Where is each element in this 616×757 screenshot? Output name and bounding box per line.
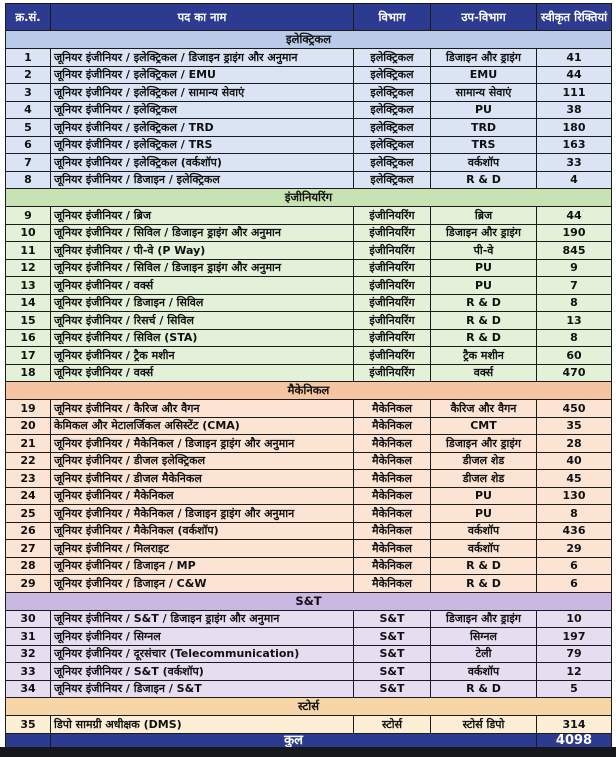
- row-sub-department: पी-वे: [431, 242, 537, 260]
- row-post-name: जूनियर इंजीनियर / इलेक्ट्रिकल: [51, 101, 354, 119]
- row-sub-department: वर्कशॉप: [431, 154, 537, 172]
- row-vacancies: 12: [537, 663, 612, 681]
- row-department: मैकेनिकल: [354, 400, 431, 418]
- row-serial: 35: [6, 716, 51, 734]
- row-vacancies: 8: [537, 505, 612, 523]
- row-sub-department: ट्रैक मशीन: [431, 347, 537, 365]
- row-vacancies: 40: [537, 452, 612, 470]
- table-row: [6, 136, 612, 154]
- row-department: मैकेनिकल: [354, 522, 431, 540]
- row-serial: 4: [6, 101, 51, 119]
- row-department: इंजीनियरिंग: [354, 364, 431, 382]
- row-department: मैकेनिकल: [354, 452, 431, 470]
- row-sub-department: R & D: [431, 294, 537, 312]
- row-serial: 26: [6, 522, 51, 540]
- vacancy-table: [5, 3, 612, 749]
- table-row: [6, 487, 612, 505]
- row-post-name: जूनियर इंजीनियर / कैरिज और वैगन: [51, 400, 354, 418]
- table-row: [6, 628, 612, 646]
- header-serial: क्र.सं.: [6, 4, 51, 31]
- row-vacancies: 10: [537, 610, 612, 628]
- row-department: S&T: [354, 645, 431, 663]
- row-sub-department: CMT: [431, 417, 537, 435]
- table-row: [6, 347, 612, 365]
- row-sub-department: TRS: [431, 136, 537, 154]
- table-row: [6, 663, 612, 681]
- header-department: विभाग: [354, 4, 431, 31]
- row-serial: 12: [6, 259, 51, 277]
- row-sub-department: R & D: [431, 329, 537, 347]
- row-post-name: जूनियर इंजीनियर / S&T (वर्कशॉप): [51, 663, 354, 681]
- row-department: मैकेनिकल: [354, 435, 431, 453]
- row-vacancies: 44: [537, 66, 612, 84]
- row-vacancies: 7: [537, 277, 612, 295]
- table-row: [6, 645, 612, 663]
- row-sub-department: PU: [431, 505, 537, 523]
- row-sub-department: PU: [431, 259, 537, 277]
- row-sub-department: डीजल शेड: [431, 470, 537, 488]
- table-row: [6, 294, 612, 312]
- row-post-name: जूनियर इंजीनियर / इलेक्ट्रिकल / TRD: [51, 119, 354, 137]
- row-sub-department: R & D: [431, 312, 537, 330]
- row-post-name: जूनियर इंजीनियर / S&T / डिजाइन ड्राइंग और अनुमान: [51, 610, 354, 628]
- row-department: स्टोर्स: [354, 716, 431, 734]
- row-serial: 25: [6, 505, 51, 523]
- row-serial: 23: [6, 470, 51, 488]
- section-title: स्टोर्स: [6, 698, 612, 716]
- row-department: इंजीनियरिंग: [354, 277, 431, 295]
- row-post-name: जूनियर इंजीनियर / रिसर्च / सिविल: [51, 312, 354, 330]
- row-sub-department: EMU: [431, 66, 537, 84]
- section-title: S&T: [6, 592, 612, 610]
- row-department: S&T: [354, 628, 431, 646]
- row-serial: 2: [6, 66, 51, 84]
- row-vacancies: 180: [537, 119, 612, 137]
- row-post-name: जूनियर इंजीनियर / मिलराइट: [51, 540, 354, 558]
- row-sub-department: टेली: [431, 645, 537, 663]
- row-sub-department: कैरिज और वैगन: [431, 400, 537, 418]
- row-department: इंजीनियरिंग: [354, 312, 431, 330]
- table-row: [6, 49, 612, 67]
- table-row: [6, 101, 612, 119]
- row-serial: 13: [6, 277, 51, 295]
- row-sub-department: R & D: [431, 557, 537, 575]
- row-serial: 18: [6, 364, 51, 382]
- row-post-name: जूनियर इंजीनियर / ट्रैक मशीन: [51, 347, 354, 365]
- row-department: इलेक्ट्रिकल: [354, 49, 431, 67]
- row-post-name: जूनियर इंजीनियर / डीजल मैकेनिकल: [51, 470, 354, 488]
- row-serial: 14: [6, 294, 51, 312]
- table-row: [6, 224, 612, 242]
- table-row: [6, 119, 612, 137]
- row-sub-department: डीजल शेड: [431, 452, 537, 470]
- row-sub-department: PU: [431, 277, 537, 295]
- row-vacancies: 197: [537, 628, 612, 646]
- row-serial: 20: [6, 417, 51, 435]
- row-sub-department: स्टोर्स डिपो: [431, 716, 537, 734]
- row-serial: 8: [6, 171, 51, 189]
- header-row: [6, 4, 612, 31]
- row-department: मैकेनिकल: [354, 470, 431, 488]
- row-vacancies: 29: [537, 540, 612, 558]
- row-sub-department: वर्क्स: [431, 364, 537, 382]
- row-vacancies: 33: [537, 154, 612, 172]
- row-post-name: जूनियर इंजीनियर / वर्क्स: [51, 364, 354, 382]
- row-sub-department: सामान्य सेवाएं: [431, 84, 537, 102]
- table-row: [6, 84, 612, 102]
- row-post-name: जूनियर इंजीनियर / इलेक्ट्रिकल (वर्कशॉप): [51, 154, 354, 172]
- row-post-name: जूनियर इंजीनियर / डिजाइन / C&W: [51, 575, 354, 593]
- row-department: इंजीनियरिंग: [354, 329, 431, 347]
- row-vacancies: 845: [537, 242, 612, 260]
- table-row: [6, 207, 612, 225]
- table-row: [6, 716, 612, 734]
- row-vacancies: 163: [537, 136, 612, 154]
- row-post-name: जूनियर इंजीनियर / डिजाइन / S&T: [51, 680, 354, 698]
- row-post-name: जूनियर इंजीनियर / ब्रिज: [51, 207, 354, 225]
- row-vacancies: 45: [537, 470, 612, 488]
- table-row: [6, 66, 612, 84]
- row-post-name: जूनियर इंजीनियर / मैकेनिकल (वर्कशॉप): [51, 522, 354, 540]
- row-department: इलेक्ट्रिकल: [354, 136, 431, 154]
- bottom-bar: [0, 747, 616, 757]
- row-post-name: जूनियर इंजीनियर / वर्क्स: [51, 277, 354, 295]
- row-sub-department: डिजाइन और ड्राइंग: [431, 435, 537, 453]
- row-post-name: जूनियर इंजीनियर / मैकेनिकल / डिजाइन ड्राइंग और अनुमान: [51, 435, 354, 453]
- header-sanctioned-vacancies: स्वीकृत रिक्तियां: [537, 4, 612, 31]
- row-sub-department: वर्कशॉप: [431, 540, 537, 558]
- row-post-name: जूनियर इंजीनियर / इलेक्ट्रिकल / डिजाइन ड्राइंग और अनुमान: [51, 49, 354, 67]
- table-row: [6, 557, 612, 575]
- row-sub-department: PU: [431, 487, 537, 505]
- row-serial: 19: [6, 400, 51, 418]
- row-serial: 22: [6, 452, 51, 470]
- row-post-name: जूनियर इंजीनियर / इलेक्ट्रिकल / सामान्य सेवाएं: [51, 84, 354, 102]
- row-post-name: जूनियर इंजीनियर / इलेक्ट्रिकल / TRS: [51, 136, 354, 154]
- row-post-name: जूनियर इंजीनियर / डीजल इलेक्ट्रिकल: [51, 452, 354, 470]
- row-department: मैकेनिकल: [354, 540, 431, 558]
- row-vacancies: 44: [537, 207, 612, 225]
- row-serial: 33: [6, 663, 51, 681]
- row-department: मैकेनिकल: [354, 417, 431, 435]
- row-vacancies: 314: [537, 716, 612, 734]
- row-post-name: जूनियर इंजीनियर / इलेक्ट्रिकल / EMU: [51, 66, 354, 84]
- total-row: [6, 733, 612, 748]
- row-vacancies: 111: [537, 84, 612, 102]
- total-blank: [6, 733, 51, 748]
- row-department: इलेक्ट्रिकल: [354, 154, 431, 172]
- table-row: [6, 154, 612, 172]
- row-vacancies: 41: [537, 49, 612, 67]
- row-vacancies: 9: [537, 259, 612, 277]
- section-row-engg: [6, 189, 612, 207]
- table-row: [6, 452, 612, 470]
- row-department: मैकेनिकल: [354, 505, 431, 523]
- row-post-name: जूनियर इंजीनियर / पी-वे (P Way): [51, 242, 354, 260]
- table-row: [6, 329, 612, 347]
- row-department: इंजीनियरिंग: [354, 347, 431, 365]
- row-sub-department: वर्कशॉप: [431, 663, 537, 681]
- table-row: [6, 505, 612, 523]
- row-sub-department: R & D: [431, 575, 537, 593]
- row-sub-department: डिजाइन और ड्राइंग: [431, 49, 537, 67]
- table-row: [6, 522, 612, 540]
- table-row: [6, 435, 612, 453]
- row-department: इलेक्ट्रिकल: [354, 171, 431, 189]
- row-vacancies: 38: [537, 101, 612, 119]
- header-post-name: पद का नाम: [51, 4, 354, 31]
- section-row-snt: [6, 592, 612, 610]
- row-serial: 21: [6, 435, 51, 453]
- row-post-name: जूनियर इंजीनियर / मैकेनिकल / डिजाइन ड्राइंग और अनुमान: [51, 505, 354, 523]
- row-serial: 10: [6, 224, 51, 242]
- total-value: 4098: [537, 733, 612, 748]
- row-department: इलेक्ट्रिकल: [354, 66, 431, 84]
- table-row: [6, 575, 612, 593]
- row-post-name: जूनियर इंजीनियर / डिजाइन / MP: [51, 557, 354, 575]
- row-sub-department: डिजाइन और ड्राइंग: [431, 610, 537, 628]
- section-title: इंजीनियरिंग: [6, 189, 612, 207]
- row-vacancies: 470: [537, 364, 612, 382]
- row-sub-department: ब्रिज: [431, 207, 537, 225]
- row-sub-department: R & D: [431, 680, 537, 698]
- row-department: इलेक्ट्रिकल: [354, 84, 431, 102]
- section-title: मैकेनिकल: [6, 382, 612, 400]
- row-serial: 17: [6, 347, 51, 365]
- row-post-name: जूनियर इंजीनियर / सिविल / डिजाइन ड्राइंग और अनुमान: [51, 224, 354, 242]
- row-serial: 1: [6, 49, 51, 67]
- table-row: [6, 417, 612, 435]
- row-vacancies: 28: [537, 435, 612, 453]
- row-sub-department: सिग्नल: [431, 628, 537, 646]
- table-row: [6, 171, 612, 189]
- row-serial: 34: [6, 680, 51, 698]
- row-department: इंजीनियरिंग: [354, 207, 431, 225]
- row-department: S&T: [354, 663, 431, 681]
- table-row: [6, 312, 612, 330]
- row-vacancies: 450: [537, 400, 612, 418]
- table-row: [6, 242, 612, 260]
- section-row-store: [6, 698, 612, 716]
- row-department: इलेक्ट्रिकल: [354, 101, 431, 119]
- section-row-mech: [6, 382, 612, 400]
- row-serial: 31: [6, 628, 51, 646]
- row-post-name: जूनियर इंजीनियर / सिविल / डिजाइन ड्राइंग और अनुमान: [51, 259, 354, 277]
- row-serial: 9: [6, 207, 51, 225]
- row-vacancies: 5: [537, 680, 612, 698]
- row-serial: 28: [6, 557, 51, 575]
- row-serial: 7: [6, 154, 51, 172]
- row-vacancies: 6: [537, 557, 612, 575]
- row-vacancies: 8: [537, 329, 612, 347]
- row-vacancies: 60: [537, 347, 612, 365]
- row-vacancies: 4: [537, 171, 612, 189]
- row-sub-department: वर्कशॉप: [431, 522, 537, 540]
- row-serial: 24: [6, 487, 51, 505]
- row-serial: 3: [6, 84, 51, 102]
- row-department: S&T: [354, 680, 431, 698]
- row-serial: 27: [6, 540, 51, 558]
- row-post-name: जूनियर इंजीनियर / डिजाइन / इलेक्ट्रिकल: [51, 171, 354, 189]
- section-row-elec: [6, 31, 612, 49]
- row-department: इंजीनियरिंग: [354, 294, 431, 312]
- table-row: [6, 277, 612, 295]
- row-department: इंजीनियरिंग: [354, 224, 431, 242]
- row-sub-department: PU: [431, 101, 537, 119]
- table-row: [6, 540, 612, 558]
- row-vacancies: 190: [537, 224, 612, 242]
- row-vacancies: 130: [537, 487, 612, 505]
- vacancy-table-sheet: [5, 3, 611, 749]
- row-department: इंजीनियरिंग: [354, 242, 431, 260]
- row-sub-department: TRD: [431, 119, 537, 137]
- table-row: [6, 400, 612, 418]
- row-department: S&T: [354, 610, 431, 628]
- table-row: [6, 610, 612, 628]
- row-department: इलेक्ट्रिकल: [354, 119, 431, 137]
- row-vacancies: 35: [537, 417, 612, 435]
- total-label: कुल: [51, 733, 537, 748]
- table-body: [6, 31, 612, 749]
- row-department: मैकेनिकल: [354, 575, 431, 593]
- row-post-name: जूनियर इंजीनियर / सिग्नल: [51, 628, 354, 646]
- table-row: [6, 680, 612, 698]
- row-post-name: जूनियर इंजीनियर / दूरसंचार (Telecommunication): [51, 645, 354, 663]
- row-post-name: जूनियर इंजीनियर / मैकेनिकल: [51, 487, 354, 505]
- row-sub-department: R & D: [431, 171, 537, 189]
- row-department: इंजीनियरिंग: [354, 259, 431, 277]
- row-post-name: जूनियर इंजीनियर / डिजाइन / सिविल: [51, 294, 354, 312]
- row-vacancies: 13: [537, 312, 612, 330]
- row-serial: 5: [6, 119, 51, 137]
- row-serial: 30: [6, 610, 51, 628]
- row-serial: 32: [6, 645, 51, 663]
- row-serial: 16: [6, 329, 51, 347]
- row-department: मैकेनिकल: [354, 487, 431, 505]
- section-title: इलेक्ट्रिकल: [6, 31, 612, 49]
- table-row: [6, 364, 612, 382]
- table-row: [6, 470, 612, 488]
- row-department: मैकेनिकल: [354, 557, 431, 575]
- row-post-name: डिपो सामग्री अधीक्षक (DMS): [51, 716, 354, 734]
- table-row: [6, 259, 612, 277]
- row-post-name: जूनियर इंजीनियर / सिविल (STA): [51, 329, 354, 347]
- row-serial: 29: [6, 575, 51, 593]
- row-post-name: केमिकल और मेटालर्जिकल असिस्टेंट (CMA): [51, 417, 354, 435]
- row-serial: 11: [6, 242, 51, 260]
- row-serial: 6: [6, 136, 51, 154]
- row-vacancies: 6: [537, 575, 612, 593]
- row-vacancies: 79: [537, 645, 612, 663]
- row-vacancies: 8: [537, 294, 612, 312]
- header-sub-department: उप-विभाग: [431, 4, 537, 31]
- row-serial: 15: [6, 312, 51, 330]
- row-vacancies: 436: [537, 522, 612, 540]
- row-sub-department: डिजाइन और ड्राइंग: [431, 224, 537, 242]
